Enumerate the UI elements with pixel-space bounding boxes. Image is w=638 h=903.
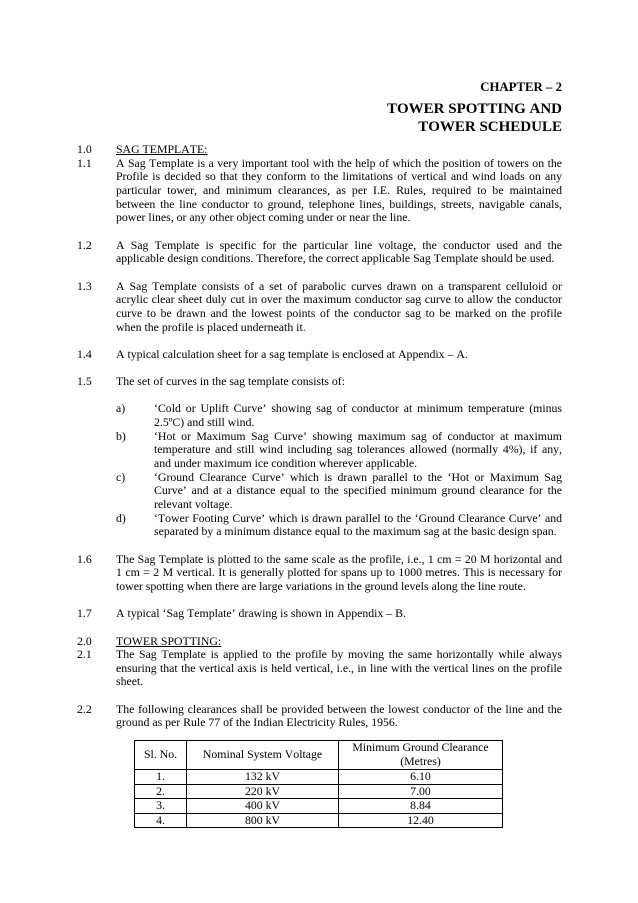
chapter-title-line-1: TOWER SPOTTING AND bbox=[386, 101, 562, 117]
cell-voltage: 132 kV bbox=[187, 770, 339, 785]
list-item-text: ‘Tower Footing Curve’ which is drawn parallel to the ‘Ground Clearance Curve’ and separated by a minimum distance equal to the maximum sag at the basic design span. bbox=[154, 510, 562, 539]
header-nominal-system-voltage: Nominal System Voltage bbox=[187, 741, 339, 770]
section-text: A typical calculation sheet for a sag template is enclosed at Appendix – A. bbox=[116, 346, 468, 361]
section-number: 1.0 bbox=[77, 142, 92, 156]
list-item-label: a) bbox=[116, 401, 126, 416]
cell-voltage: 400 kV bbox=[187, 799, 339, 814]
list-item-text: ‘Ground Clearance Curve’ which is drawn parallel to the ‘Hot or Maximum Sag Curve’ and at a distance equal to the specified minimum ground clearance for the relevant voltage. bbox=[154, 469, 562, 511]
header-sl-no: Sl. No. bbox=[135, 741, 187, 770]
chapter-number: CHAPTER – 2 bbox=[480, 80, 562, 94]
cell-clearance: 8.84 bbox=[339, 799, 503, 814]
list-item-label: b) bbox=[116, 428, 126, 443]
cell-clearance: 7.00 bbox=[339, 784, 503, 799]
clearance-table bbox=[134, 740, 503, 828]
section-text: The set of curves in the sag template consists of: bbox=[116, 374, 345, 389]
cell-sl-no: 2. bbox=[135, 784, 187, 799]
section-text: A Sag Template is specific for the particular line voltage, the conductor used and the applicable design conditions. Therefore, the correct applicable Sag Template should be used. bbox=[116, 237, 562, 266]
section-heading: SAG TEMPLATE: bbox=[116, 142, 208, 156]
section-number: 2.0 bbox=[77, 633, 92, 648]
table-row bbox=[135, 813, 503, 828]
chapter-header bbox=[387, 80, 562, 136]
cell-sl-no: 1. bbox=[135, 770, 187, 785]
list-item-text: ‘Cold or Uplift Curve’ showing sag of conductor at minimum temperature (minus 2.5ºC) and still wind. bbox=[154, 401, 562, 430]
section-2-0 bbox=[77, 635, 563, 649]
cell-voltage: 800 kV bbox=[187, 813, 339, 828]
section-number: 1.1 bbox=[77, 155, 92, 170]
section-number: 2.1 bbox=[77, 647, 92, 662]
section-1-0 bbox=[77, 143, 563, 157]
section-2-2 bbox=[77, 703, 563, 730]
cell-clearance: 12.40 bbox=[339, 813, 503, 828]
section-1-3 bbox=[77, 280, 563, 335]
document-body bbox=[77, 143, 563, 828]
list-item-text: ‘Hot or Maximum Sag Curve’ showing maximum sag of conductor at maximum temperature and still wind including sag tolerances allowed (normally 4%), if any, and under maximum ice condition wherever applicable. bbox=[154, 428, 562, 471]
section-1-2 bbox=[77, 239, 563, 266]
table-row bbox=[135, 770, 503, 785]
section-body bbox=[116, 375, 562, 539]
section-number: 1.6 bbox=[77, 551, 92, 566]
section-1-4 bbox=[77, 348, 563, 362]
section-text: The following clearances shall be provided between the lowest conductor of the line and the ground as per Rule 77 of the Indian Electricity Rules, 1956. bbox=[116, 701, 562, 730]
section-number: 1.3 bbox=[77, 278, 92, 293]
section-1-7 bbox=[77, 607, 563, 621]
section-number: 1.4 bbox=[77, 346, 92, 361]
list-item bbox=[116, 471, 562, 512]
list-item bbox=[116, 430, 562, 471]
list-item-label: d) bbox=[116, 510, 126, 525]
section-text: A Sag Template consists of a set of parabolic curves drawn on a transparent celluloid or acrylic clear sheet duly cut in over the maximum conductor sag curve to allow the conductor curve to be drawn and the lowest points of the conductor sag to be marked on the profile when the profile is placed underneath it. bbox=[116, 278, 562, 334]
list-item-label: c) bbox=[116, 469, 126, 484]
section-text: The Sag Template is applied to the profile by moving the same horizontally while always ensuring that the vertical axis is held vertical, i.e., in line with the vertical lines on the profile sheet. bbox=[116, 647, 562, 689]
table-row bbox=[135, 784, 503, 799]
section-heading: TOWER SPOTTING: bbox=[116, 633, 222, 648]
curve-list bbox=[116, 402, 562, 539]
section-number: 1.7 bbox=[77, 606, 92, 621]
section-number: 2.2 bbox=[77, 701, 92, 716]
list-item bbox=[116, 512, 562, 539]
list-item bbox=[116, 402, 562, 429]
section-text: A typical ‘Sag Template’ drawing is shown in Appendix – B. bbox=[116, 606, 406, 621]
section-text: The Sag Template is plotted to the same scale as the profile, i.e., 1 cm = 20 M horizontal and 1 cm = 2 M vertical. It is generally plotted for spans up to 1000 metres. This is necessary for tower spotting when there are large variations in the ground levels along the line route. bbox=[116, 551, 562, 593]
table-row bbox=[135, 799, 503, 814]
header-minimum-ground-clearance: Minimum Ground Clearance (Metres) bbox=[339, 741, 503, 770]
table-header-row bbox=[135, 741, 503, 770]
section-2-1 bbox=[77, 648, 563, 689]
section-1-1 bbox=[77, 157, 563, 225]
cell-sl-no: 3. bbox=[135, 799, 187, 814]
section-number: 1.5 bbox=[77, 374, 92, 389]
cell-clearance: 6.10 bbox=[339, 770, 503, 785]
cell-voltage: 220 kV bbox=[187, 784, 339, 799]
section-1-5 bbox=[77, 375, 563, 539]
section-number: 1.2 bbox=[77, 237, 92, 252]
cell-sl-no: 4. bbox=[135, 813, 187, 828]
chapter-title-line-2: TOWER SCHEDULE bbox=[418, 119, 562, 135]
section-text: A Sag Template is a very important tool with the help of which the position of towers on the Profile is decided so that they conform to the limitations of vertical and wind loads on any particular tower, and minimum clearances, as per I.E. Rules, required to be maintained between the line conductor to ground, telephone lines, buildings, streets, navigable canals, power lines, or any other object coming under or near the line. bbox=[116, 155, 562, 225]
section-1-6 bbox=[77, 553, 563, 594]
